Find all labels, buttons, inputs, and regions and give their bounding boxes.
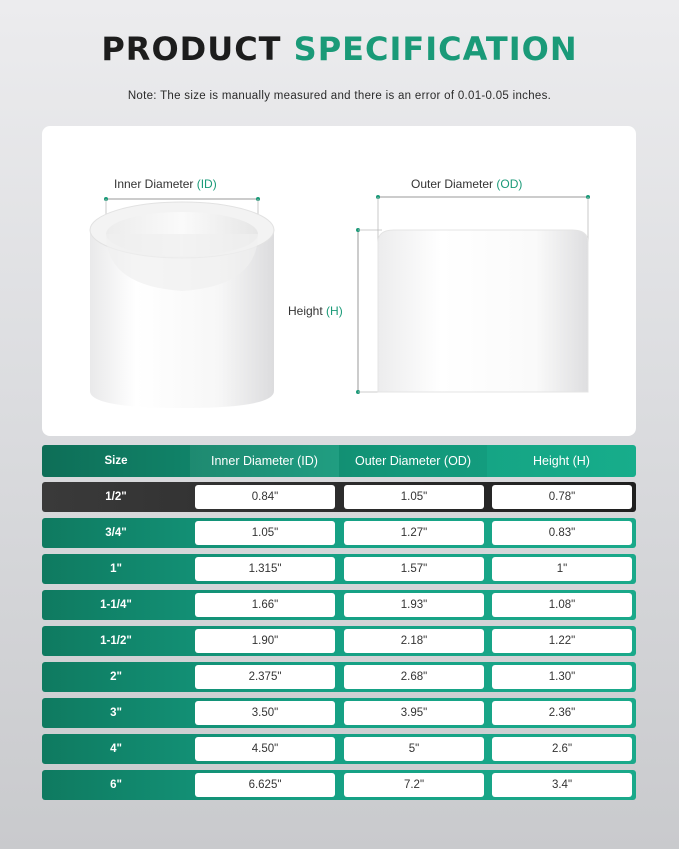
header-outer-diameter: Outer Diameter (OD): [339, 445, 487, 477]
coupling-illustration: [42, 126, 636, 436]
outer-diameter-value: 1.05": [344, 485, 484, 509]
height-value: 1.22": [492, 629, 632, 653]
outer-diameter-value: 5": [344, 737, 484, 761]
size-cell: 4": [110, 743, 122, 755]
inner-diameter-value: 1.05": [195, 521, 335, 545]
size-cell: 6": [110, 779, 122, 791]
size-cell: 3": [110, 707, 122, 719]
outer-diameter-value: 3.95": [344, 701, 484, 725]
outer-diameter-abbr: (OD): [496, 177, 523, 191]
table-row: [42, 662, 636, 692]
outer-diameter-value: 1.27": [344, 521, 484, 545]
table-row: [42, 518, 636, 548]
header-height: Height (H): [533, 454, 590, 468]
specification-table: [42, 445, 636, 806]
inner-diameter-value: 0.84": [195, 485, 335, 509]
inner-diameter-text: Inner Diameter: [114, 177, 194, 191]
table-row: [42, 770, 636, 800]
product-diagram-panel: [42, 126, 636, 436]
size-cell: 1": [110, 563, 122, 575]
inner-diameter-value: 1.315": [195, 557, 335, 581]
outer-diameter-value: 2.18": [344, 629, 484, 653]
height-value: 0.83": [492, 521, 632, 545]
inner-diameter-value: 2.375": [195, 665, 335, 689]
outer-diameter-value: 7.2": [344, 773, 484, 797]
size-cell: 1-1/2": [100, 635, 132, 647]
inner-diameter-value: 1.90": [195, 629, 335, 653]
page-title: [0, 30, 679, 68]
inner-diameter-abbr: (ID): [196, 177, 217, 191]
size-cell: 1/2": [105, 491, 127, 503]
header-size: Size: [104, 455, 128, 467]
height-abbr: (H): [326, 304, 343, 318]
table-row: [42, 698, 636, 728]
outer-diameter-value: 1.93": [344, 593, 484, 617]
table-row: [42, 590, 636, 620]
closed-cap-image: [378, 230, 588, 392]
open-coupling-image: [90, 202, 274, 408]
table-header-row: [42, 445, 636, 477]
title-part-specification: SPECIFICATION: [293, 30, 578, 68]
inner-diameter-value: 3.50": [195, 701, 335, 725]
height-value: 2.36": [492, 701, 632, 725]
measurement-note: Note: The size is manually measured and there is an error of 0.01-0.05 inches.: [127, 90, 552, 102]
header-inner-diameter: Inner Diameter (ID): [190, 445, 339, 477]
table-row: [42, 482, 636, 512]
height-value: 1.08": [492, 593, 632, 617]
table-row: [42, 734, 636, 764]
height-value: 0.78": [492, 485, 632, 509]
height-value: 3.4": [492, 773, 632, 797]
height-value: 1": [492, 557, 632, 581]
inner-diameter-value: 1.66": [195, 593, 335, 617]
size-cell: 2": [110, 671, 122, 683]
height-value: 1.30": [492, 665, 632, 689]
size-cell: 3/4": [105, 527, 127, 539]
height-value: 2.6": [492, 737, 632, 761]
inner-diameter-value: 6.625": [195, 773, 335, 797]
table-row: [42, 554, 636, 584]
outer-diameter-value: 1.57": [344, 557, 484, 581]
outer-diameter-value: 2.68": [344, 665, 484, 689]
outer-diameter-text: Outer Diameter: [411, 177, 494, 191]
size-cell: 1-1/4": [100, 599, 132, 611]
height-text: Height: [288, 304, 323, 318]
table-row: [42, 626, 636, 656]
inner-diameter-value: 4.50": [195, 737, 335, 761]
title-part-product: PRODUCT: [101, 30, 282, 68]
